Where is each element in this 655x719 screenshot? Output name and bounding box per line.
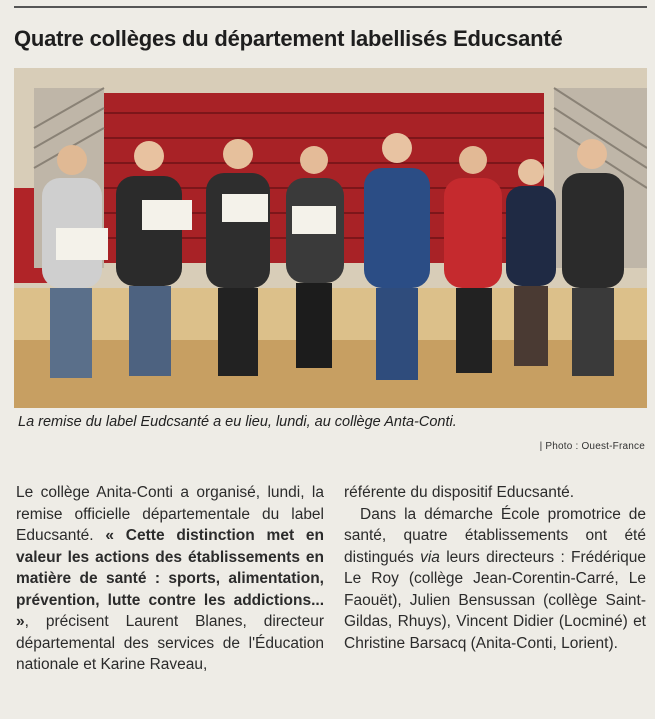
photo-caption: La remise du label Eudcsanté a eu lieu, lundi, au collège Anta-Conti.: [18, 414, 457, 430]
article-column-2: [344, 482, 646, 654]
paragraph: [16, 482, 324, 676]
article-column-1: [16, 482, 324, 676]
paragraph: référente du dispositif Educsanté.: [344, 484, 575, 501]
top-rule: [14, 6, 647, 8]
photo-illustration: [14, 68, 647, 408]
paragraph: [344, 504, 646, 655]
article-photo: [14, 68, 647, 408]
paragraph-text: , précisent Laurent Blanes, directeur départemental des services de l'Éducation nationale et Karine Raveau,: [16, 613, 324, 673]
italic-word: via: [420, 548, 440, 566]
paragraph-text: leurs directeurs : Frédérique Le Roy (collège Jean-Corentin-Carré, Le Faouët), Julien Bensussan (collège Saint-Gildas, Rhuys), Vincent Didier (Locminé) et Christine Barsacq (Anita-Conti, Lorient).: [344, 548, 646, 652]
paragraph-text: Le collège Anita-Conti a organisé, lundi, la remise officielle départementale du label Educsanté.: [16, 484, 324, 544]
quote-bold: « Cette distinction met en valeur les actions des établissements en matière de santé : sports, alimentation, prévention, lutte contre les addictions... »: [16, 527, 324, 630]
paragraph-text: Dans la démarche École promotrice de santé, quatre établissements ont été distingués: [344, 505, 646, 566]
article-headline: Quatre collèges du département labellisés Educsanté: [14, 26, 563, 51]
photo-credit: | Photo : Ouest-France: [539, 441, 645, 452]
